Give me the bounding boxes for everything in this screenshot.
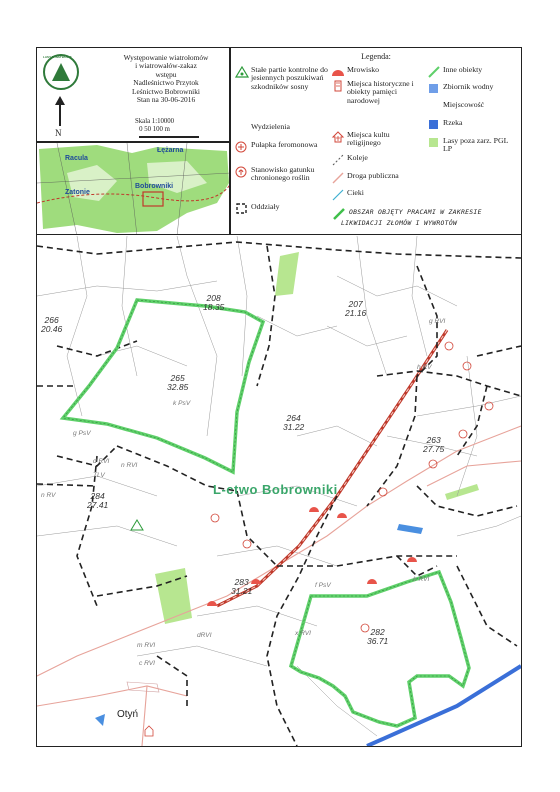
dashed-square-icon — [235, 203, 249, 215]
overview-label-bobrowniki: Bobrowniki — [135, 183, 174, 190]
site-code-label: g PsV — [73, 430, 91, 437]
control-plot-marker — [131, 520, 143, 530]
compartment-283: 283 31.21 — [231, 577, 253, 596]
site-code-label: f PsV — [315, 582, 331, 589]
scale-label: Skala 1:10000 0 50 100 m — [135, 118, 175, 133]
water-body — [95, 714, 105, 726]
title-block — [36, 47, 230, 142]
lasy-panstwowe-logo: LASY PAŃSTWOWE — [43, 54, 79, 90]
site-code-label: c RVI — [139, 660, 156, 667]
public-roads — [37, 426, 521, 746]
site-code-label: g RVI — [429, 318, 446, 325]
map-title: Występowanie wiatrołomów i wiatrowałów-zakaz wstępu Nadleśnictwo Przytok Leśnictwo Bobrowniki Stan na 30-06-2016 — [123, 53, 209, 105]
river-icon — [429, 120, 438, 129]
main-map — [37, 236, 521, 746]
site-code-label: h RV — [417, 364, 432, 371]
compartment-263: 263 27.75 — [423, 435, 445, 454]
church-icon — [331, 131, 345, 143]
site-code-label: m RVI — [137, 642, 156, 649]
forest-icon — [429, 138, 438, 147]
compartment-207: 207 21.16 — [345, 299, 367, 318]
site-code-label: k PsV — [173, 400, 191, 407]
scale-bar — [139, 136, 199, 138]
other-objects-icon — [427, 66, 441, 78]
river — [367, 666, 521, 746]
legend-panel: Legenda: Stałe partie kontrolne do jesiennych poszukiwań szkodników sosny Wydzielenia Pułapka feromonowa Stanowisko gatunku chronionego roślin Oddziały Mrowisko Miejsca historyczne i obiekty pamięci narodowej Miejsca kultu religijnego Koleje Droga publiczna Cieki Inne obiekty Zbiornik wodny Miejscowość Rzeka Lasy poza zarz. PGL LP OBSZAR OBJĘTY PRACAMI W ZAKRESIE LIKWIDACJI ZŁOMÓW I WYWROTÓW — [230, 47, 522, 235]
compartment-266: 266 20.46 — [41, 315, 63, 334]
stream-icon — [331, 189, 345, 201]
site-code-label: dRVI — [197, 632, 212, 639]
overview-map — [36, 142, 230, 235]
anthill-icon — [331, 66, 345, 78]
overview-label-racula: Racula — [65, 155, 88, 162]
empty-icon — [235, 123, 249, 135]
compartment-284: 284 27.41 — [87, 491, 109, 510]
handwritten-note-line-2: LIKWIDACJI ZŁOMÓW I WYWROTÓW — [341, 219, 458, 227]
water-icon — [429, 84, 438, 93]
monument-icon — [331, 80, 345, 92]
compartment-208: 208 18.35 — [203, 293, 225, 312]
railway-icon — [331, 154, 345, 166]
compartment-264: 264 31.22 — [283, 413, 305, 432]
site-code-label: n RV — [41, 492, 56, 499]
site-code-label: TLV — [93, 472, 105, 479]
forestry-town-label: L-ctwo Bobrowniki — [213, 482, 338, 497]
site-code-label: h RVI — [413, 576, 430, 583]
church-marker — [145, 726, 153, 736]
village-label-otyn: Otyń — [117, 709, 139, 720]
protected-plant-icon — [235, 166, 249, 178]
site-code-label: n RVI — [121, 462, 138, 469]
north-label: N — [55, 128, 62, 138]
legend-title: Legenda: — [361, 52, 391, 61]
overview-label-zatonie: Zatonie — [65, 189, 90, 196]
handwritten-note-line-1: OBSZAR OBJĘTY PRACAMI W ZAKRESIE — [349, 208, 482, 216]
site-code-label: d RVI — [93, 458, 110, 465]
road-icon — [331, 172, 345, 184]
water-body — [397, 524, 423, 534]
site-code-label: x RVI — [295, 630, 312, 637]
forest-patch — [445, 484, 479, 500]
forest-patch — [275, 252, 299, 296]
compartment-265: 265 32.85 — [167, 373, 189, 392]
pheromone-trap-icon — [235, 141, 249, 153]
triangle-icon — [235, 66, 249, 78]
overview-label-lezarna: Łężarna — [157, 147, 184, 154]
work-area-boundaries — [63, 300, 469, 726]
village-icon — [427, 101, 441, 113]
compartment-282: 282 36.71 — [367, 627, 389, 646]
north-arrow-head — [55, 96, 65, 105]
